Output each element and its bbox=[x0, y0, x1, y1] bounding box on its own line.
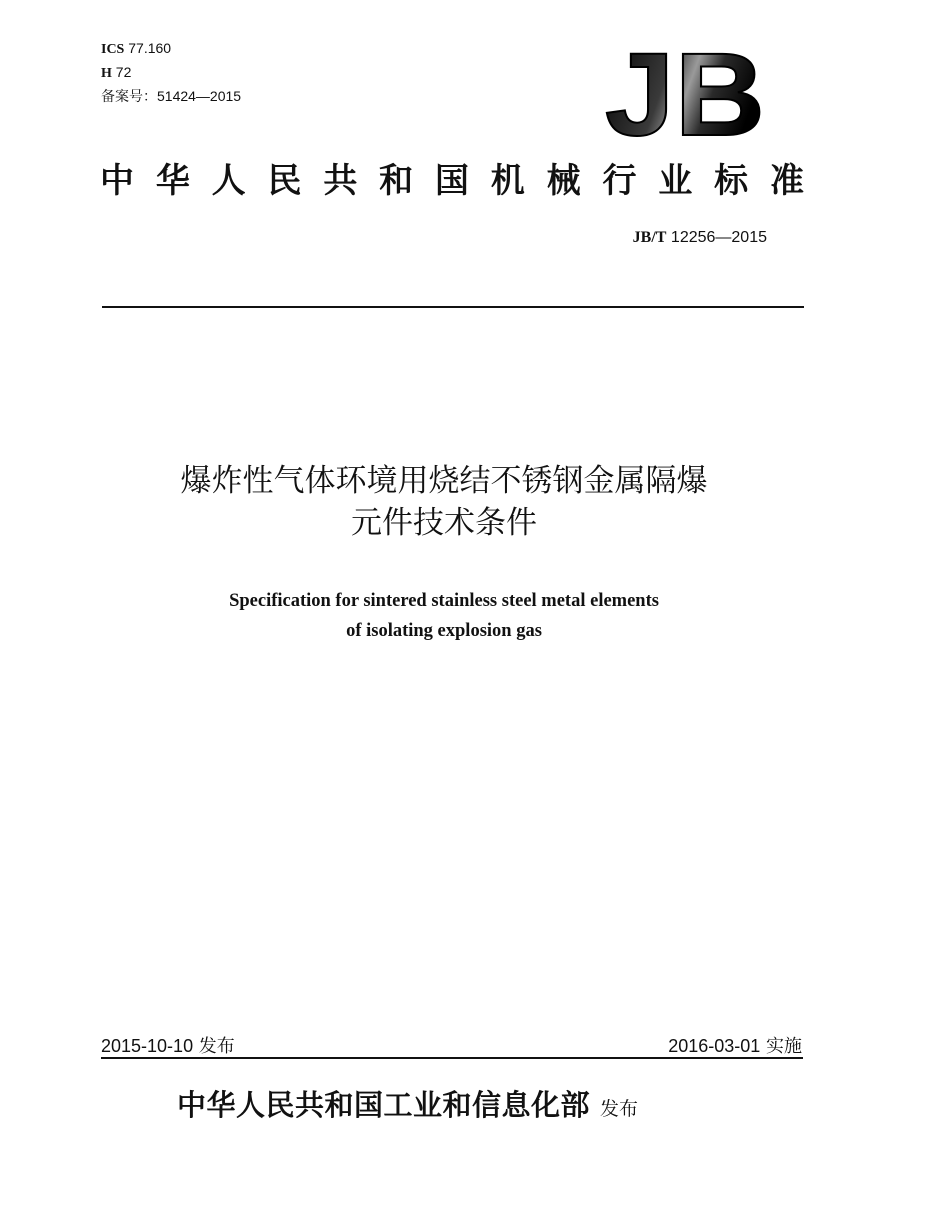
classification-block bbox=[101, 37, 241, 108]
ccs-label: H bbox=[101, 66, 112, 81]
standard-title-char: 人 bbox=[211, 161, 246, 201]
issue-date bbox=[101, 1032, 235, 1058]
publisher-action: 发布 bbox=[600, 1098, 639, 1120]
record-value: 51424—2015 bbox=[157, 88, 242, 104]
ccs-value: 72 bbox=[111, 64, 132, 80]
standard-title-char: 械 bbox=[546, 161, 581, 201]
issue-date-value: 2015-10-10 bbox=[101, 1036, 194, 1056]
header-divider bbox=[102, 306, 804, 308]
document-title-cn bbox=[0, 460, 888, 544]
standard-title-char: 和 bbox=[379, 161, 414, 201]
jb-logo-text: JB bbox=[605, 38, 765, 143]
implementation-date bbox=[668, 1032, 802, 1058]
standard-code bbox=[633, 227, 767, 247]
standard-title-char: 华 bbox=[155, 161, 190, 201]
ics-label: ICS bbox=[101, 42, 125, 57]
title-cn-line-2: 元件技术条件 bbox=[351, 505, 537, 541]
standard-title-char: 中 bbox=[100, 161, 134, 201]
ics-code bbox=[101, 37, 241, 61]
title-en-line-2: of isolating explosion gas bbox=[346, 621, 542, 641]
standard-title-char: 准 bbox=[769, 161, 804, 201]
ics-value: 77.160 bbox=[124, 40, 172, 56]
standard-title-char: 共 bbox=[323, 161, 358, 201]
ccs-code bbox=[101, 61, 241, 85]
standard-title-char: 行 bbox=[602, 161, 637, 201]
standard-code-number: 12256—2015 bbox=[666, 229, 767, 246]
standard-code-prefix: JB/T bbox=[632, 229, 667, 246]
standard-title-char: 国 bbox=[434, 161, 469, 201]
standard-title-char: 机 bbox=[490, 161, 525, 201]
record-label: 备案号： bbox=[101, 89, 157, 105]
publisher bbox=[177, 1083, 638, 1124]
record-number bbox=[101, 85, 241, 108]
title-cn-line-1: 爆炸性气体环境用烧结不锈钢金属隔爆 bbox=[180, 463, 708, 499]
implementation-date-value: 2016-03-01 bbox=[668, 1036, 761, 1056]
title-en-line-1: Specification for sintered stainless steel metal elements bbox=[229, 591, 659, 611]
standard-category-title bbox=[100, 158, 804, 204]
jb-logo bbox=[600, 38, 770, 143]
standard-title-char: 标 bbox=[714, 161, 749, 201]
publisher-name: 中华人民共和国工业和信息化部 bbox=[177, 1088, 591, 1122]
issue-date-label: 发布 bbox=[193, 1036, 235, 1057]
standard-title-char: 民 bbox=[267, 161, 302, 201]
footer-divider bbox=[101, 1057, 803, 1059]
implementation-date-label: 实施 bbox=[760, 1036, 802, 1057]
standard-title-char: 业 bbox=[658, 161, 693, 201]
document-title-en bbox=[0, 586, 888, 646]
